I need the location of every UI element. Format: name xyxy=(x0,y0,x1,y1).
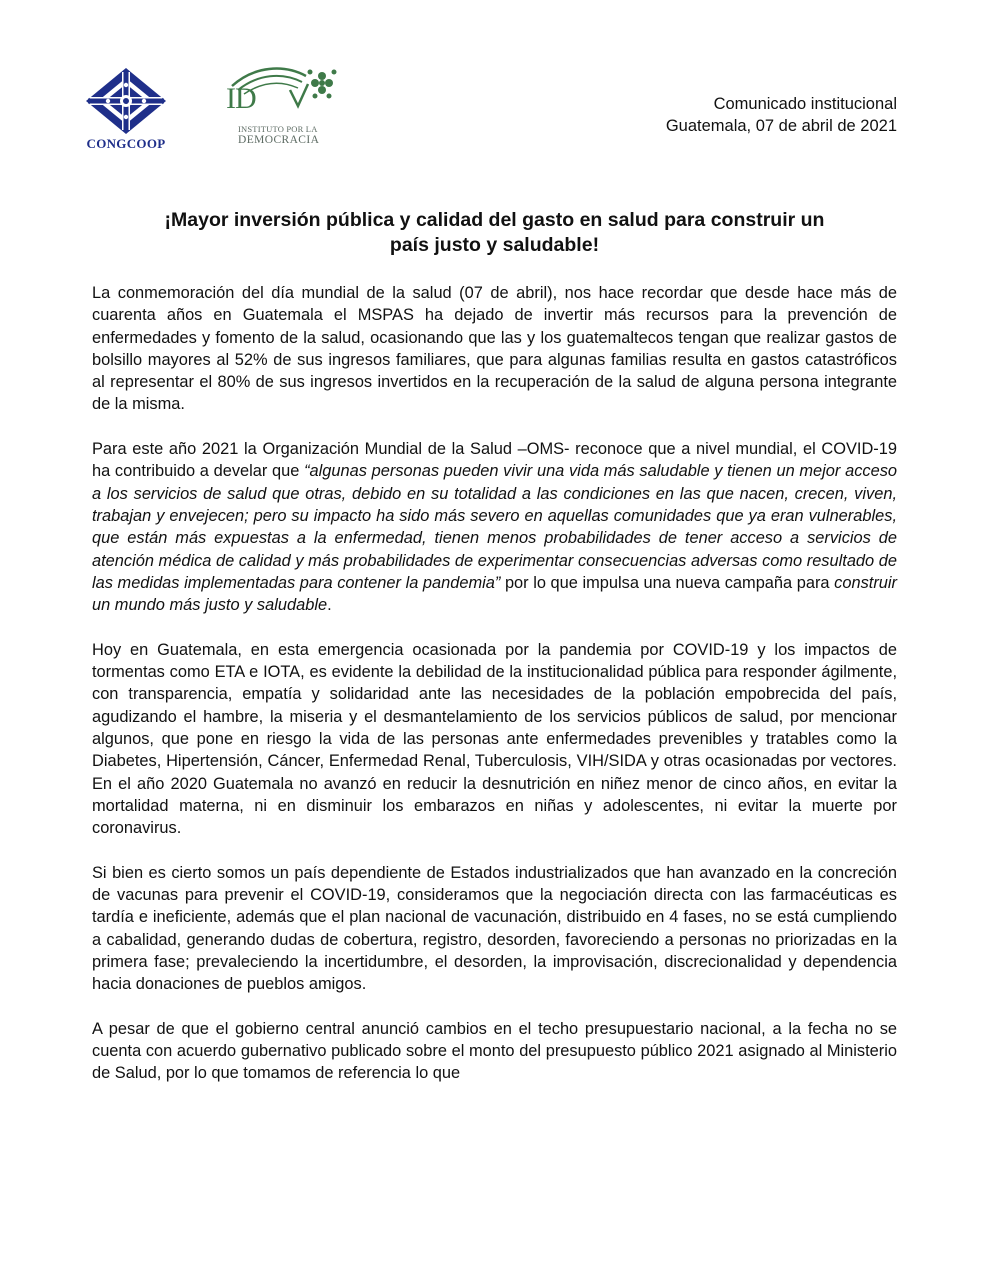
congcoop-wordmark: CONGCOOP xyxy=(86,136,166,151)
congcoop-emblem-icon xyxy=(84,66,168,136)
paragraph-2-middle: por lo que impulsa una nueva campaña para xyxy=(500,573,835,592)
title-line-2: país justo y saludable! xyxy=(389,234,600,256)
id-logo-line2: DEMOCRACIA xyxy=(238,134,320,146)
oms-quote: “algunas personas pueden vivir una vida más saludable y tienen un mejor acceso a los servicios de salud que otras, debido en su totalidad a las condiciones en las que nacen, crecen, viven, trabajan y envejecen; pero su impacto ha sido más severo en aquellas comunidades que ya eran vulnerables, que están más expuestas a la enfermedad, tienen menos probabilidades de tener acceso a servicios de atención médica de calidad y más probabilidades de experimentar consecuencias adversas como resultado de las medidas implementadas para contener la pandemia” xyxy=(92,462,898,592)
campaign-name: construir un mundo más justo y saludable xyxy=(92,573,897,615)
title-line-1: ¡Mayor inversión pública y calidad del gasto en salud para construir un xyxy=(164,209,825,231)
paragraph-3: Hoy en Guatemala, en esta emergencia ocasionada por la pandemia por COVID-19 y los impactos de tormentas como ETA e IOTA, es evidente la debilidad de la institucionalidad pública para responder ágilmente, con transparencia, empatía y solidaridad ante las necesidades de la población empobrecida del país, agudizando el hambre, la miseria y el desmantelamiento de los servicios públicos de salud, por mencionar algunos, que pone en riesgo la vida de las personas ante enfermedades prevenibles y tratables como la Diabetes, Hipertensión, Cáncer, Enfermedad Renal, Tuberculosis, VIH/SIDA y otras ocasionadas por vectores. En el año 2020 Guatemala no avanzó en reducir la desnutrición en niñez menor de cinco años, en evitar la mortalidad materna, ni en disminuir los embarazos en niñas y adolescentes, ni evitar la muerte por coronavirus. xyxy=(92,640,897,838)
id-logo-line1: INSTITUTO POR LA xyxy=(238,124,318,134)
paragraph-1: La conmemoración del día mundial de la salud (07 de abril), nos hace recordar que desde hace más de cuarenta años en Guatemala el MSPAS ha dejado de invertir más recursos para la prevención de enfermedades y fomento de la salud, ocasionando que las y los guatemaltecos tengan que realizar gastos de bolsillo mayores al 52% de sus ingresos familiares, que para algunas familias resulta en gastos catastróficos al representar el 80% de sus ingresos invertidos en la recuperación de la salud de alguna persona integrante de la misma. xyxy=(92,284,897,414)
congcoop-logo xyxy=(76,66,176,152)
document-location-date: Guatemala, 07 de abril de 2021 xyxy=(665,117,897,135)
page-title xyxy=(96,208,893,258)
paragraph-2-end: . xyxy=(327,596,332,615)
id-logo-letters: ID xyxy=(226,82,256,115)
paragraph-4: Si bien es cierto somos un país dependiente de Estados industrializados que han avanzado en la concreción de vacunas para prevenir el COVID-19, consideramos que la negociación directa con las farmacéuticas es tardía e ineficiente, además que el plan nacional de vacunación, distribuido en 4 fases, no se está cumpliendo a cabalidad, generando dudas de cobertura, registro, desorden, favoreciendo a personas no priorizadas en la primera fase; prevaleciendo la incertidumbre, el desorden, la improvisación, discrecionalidad y dependencia hacia donaciones de pueblos amigos. xyxy=(92,863,897,994)
paragraph-2 xyxy=(92,438,897,616)
document-type: Comunicado institucional xyxy=(713,95,897,113)
paragraph-2-intro: Para este año 2021 la Organización Mundial de la Salud –OMS- reconoce que a nivel mundial, el COVID-19 ha contribuido a develar que xyxy=(92,440,897,481)
id-logo xyxy=(224,64,342,154)
document-body xyxy=(92,282,897,1107)
document-header-info xyxy=(666,93,897,137)
paragraph-5: A pesar de que el gobierno central anunció cambios en el techo presupuestario nacional, a la fecha no se cuenta con acuerdo gubernativo publicado sobre el monto del presupuesto público 2021 asignado al Ministerio de Salud, por lo que tomamos de referencia lo que xyxy=(92,1019,897,1083)
